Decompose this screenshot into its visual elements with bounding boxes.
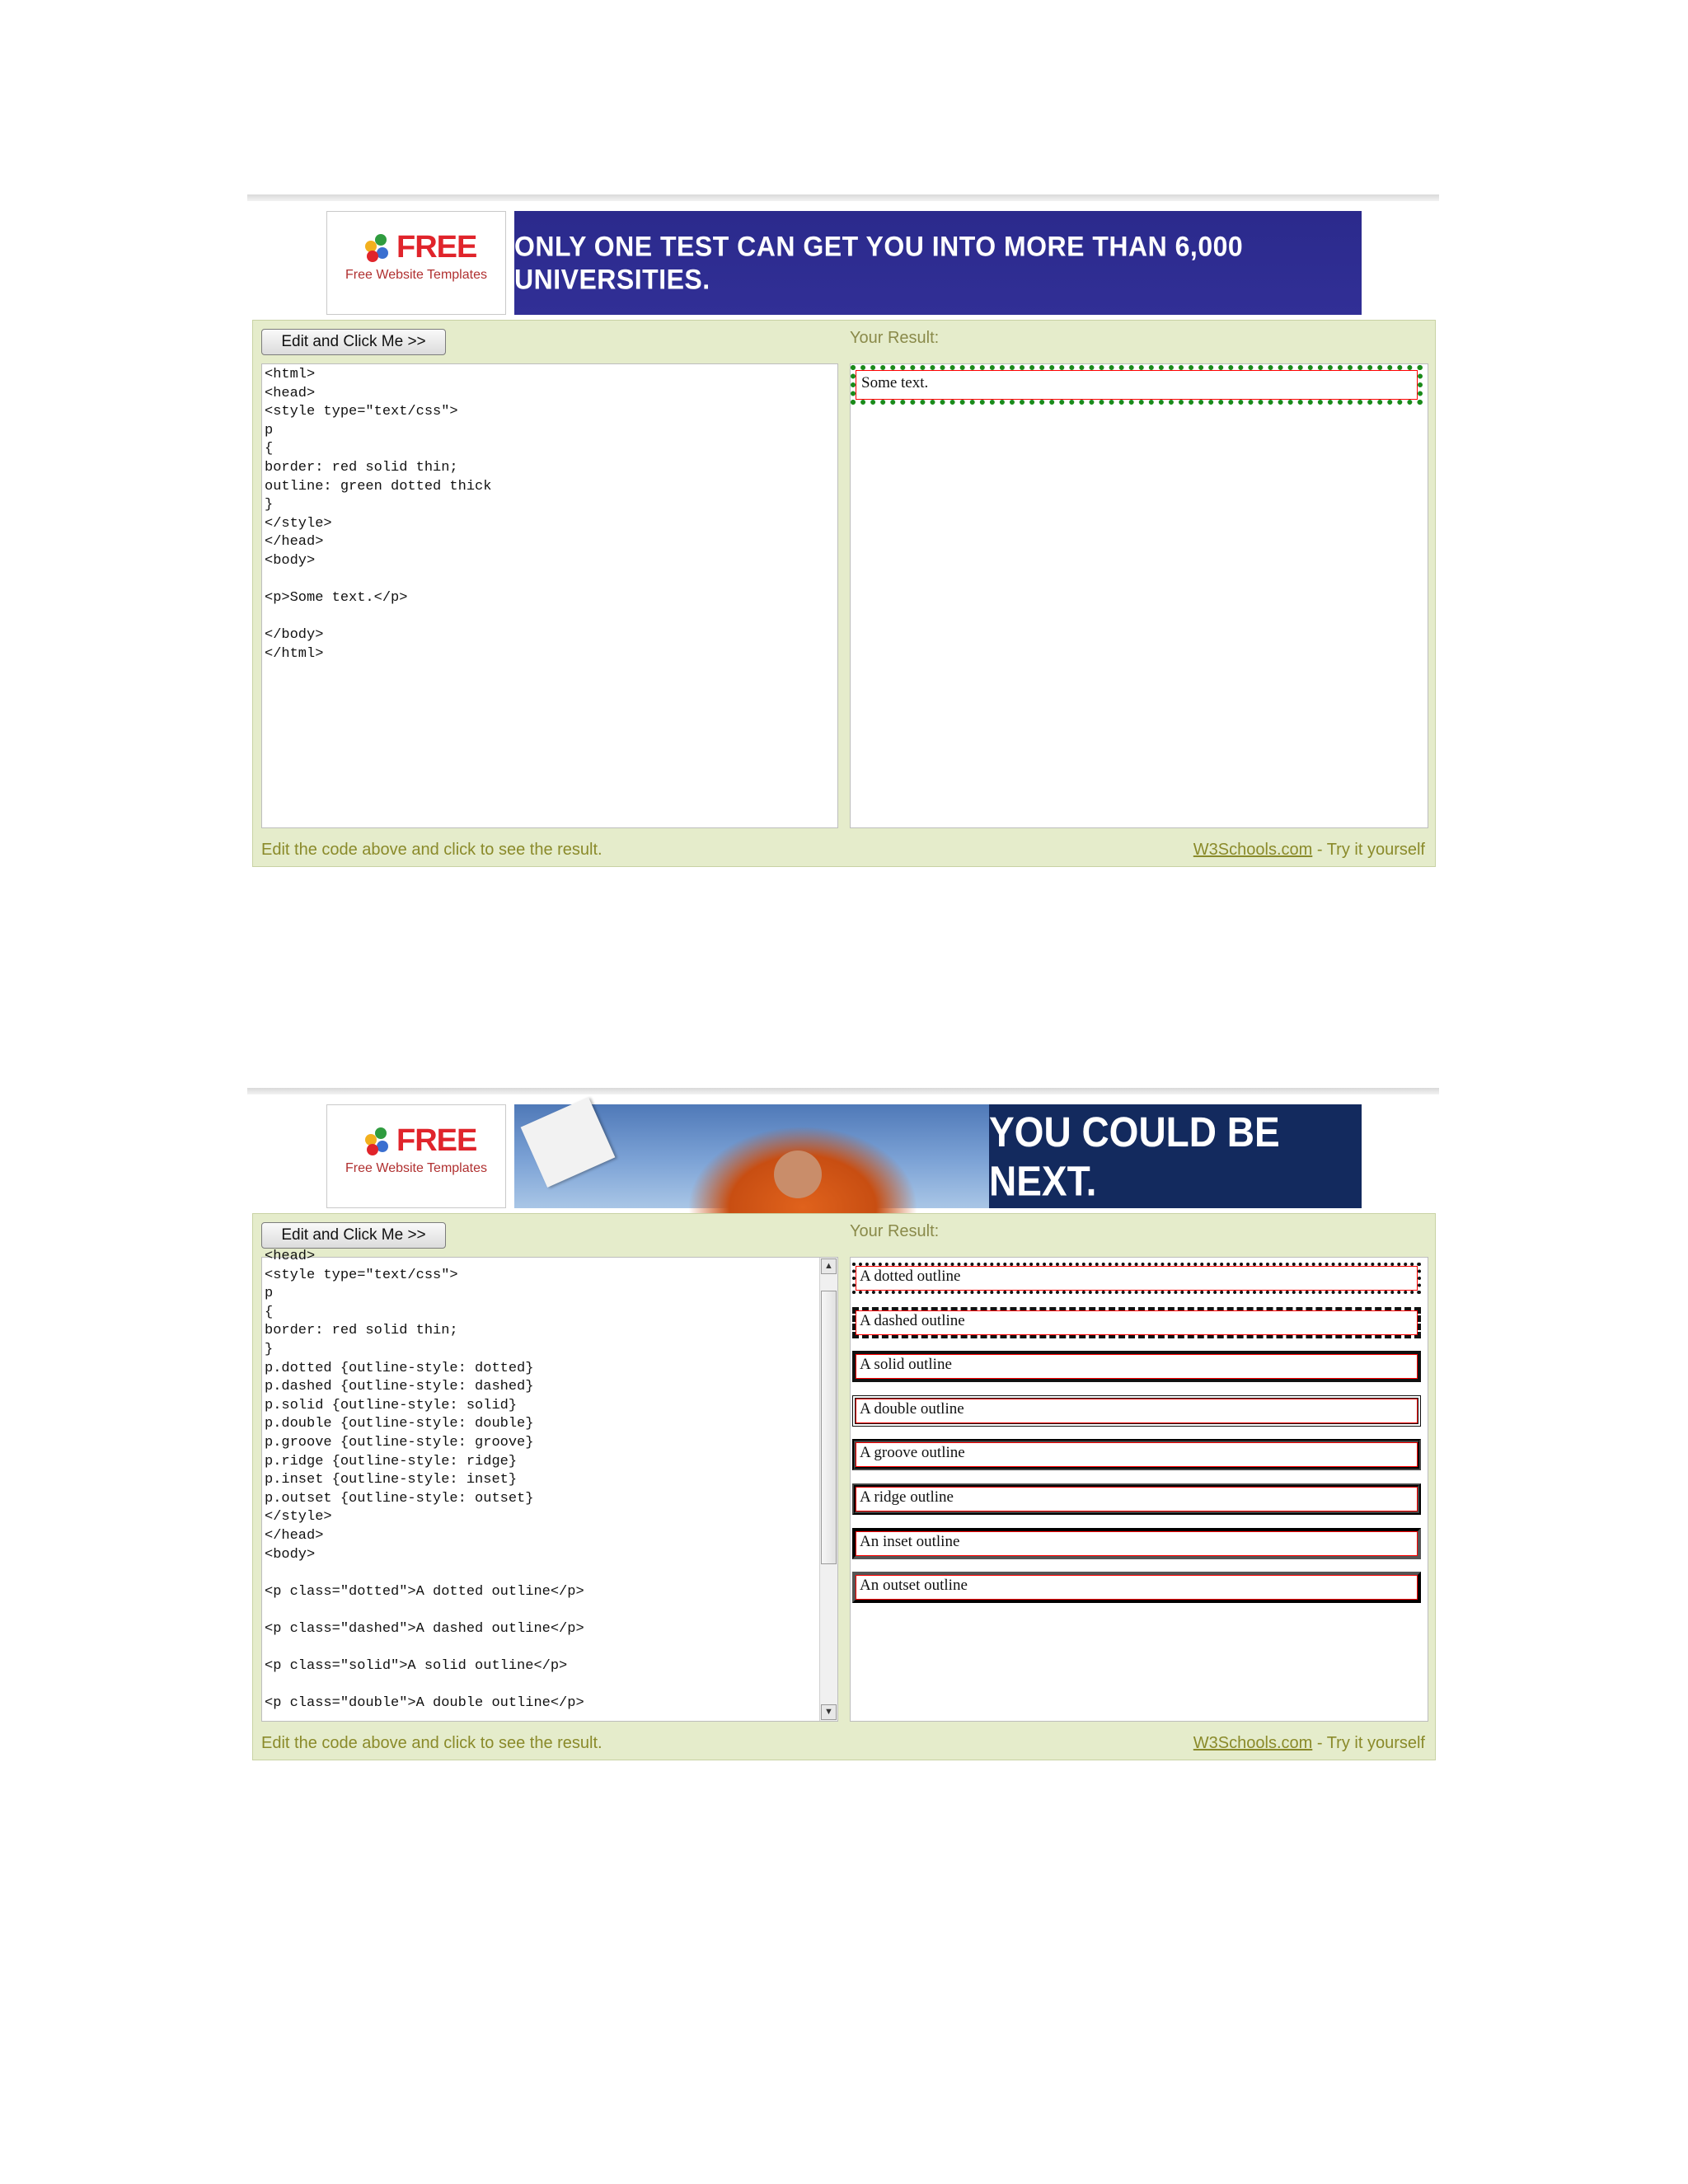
code-editor[interactable]: [261, 363, 838, 828]
footer-hint: Edit the code above and click to see the result.: [261, 1734, 603, 1752]
your-result-label: Your Result:: [850, 329, 940, 347]
code-line[interactable]: {: [265, 441, 274, 457]
code-line[interactable]: </style>: [265, 1509, 332, 1526]
your-result-label: Your Result:: [850, 1222, 940, 1240]
free-logo: [365, 1123, 476, 1159]
footer-hint: Edit the code above and click to see the result.: [261, 841, 603, 859]
code-line[interactable]: outline: green dotted thick: [265, 478, 492, 494]
code-line[interactable]: {: [265, 1304, 274, 1320]
edit-and-click-button[interactable]: Edit and Click Me >>: [261, 329, 446, 355]
free-word: FREE: [396, 230, 477, 265]
free-word: FREE: [396, 1123, 477, 1158]
outline-result-groove: A groove outline: [856, 1442, 1418, 1467]
code-line[interactable]: <head>: [265, 1249, 316, 1264]
code-line[interactable]: </body>: [265, 627, 324, 644]
banner-slogan-area: [989, 1104, 1362, 1208]
code-text[interactable]: [265, 366, 491, 664]
code-line[interactable]: </style>: [265, 515, 332, 532]
code-line[interactable]: p.outset {outline-style: outset}: [265, 1490, 534, 1507]
scroll-down-icon[interactable]: ▼: [821, 1704, 837, 1720]
code-line[interactable]: p.inset {outline-style: inset}: [265, 1472, 518, 1488]
footer-credit: [1193, 1734, 1425, 1753]
code-line[interactable]: p: [265, 1286, 274, 1302]
tryit-panel: [252, 1213, 1436, 1760]
divider: [247, 194, 1439, 201]
code-line[interactable]: <p class="solid">A solid outline</p>: [265, 1658, 568, 1675]
puzzle-icon: [365, 234, 393, 262]
code-line[interactable]: border: red solid thin;: [265, 1323, 458, 1339]
result-frame: [850, 1257, 1428, 1722]
result-text: Some text.: [861, 374, 929, 391]
free-logo: [365, 230, 476, 265]
outline-result-dashed: A dashed outline: [856, 1310, 1418, 1335]
banner-photo: [514, 1104, 989, 1208]
code-line[interactable]: <style type="text/css">: [265, 404, 458, 420]
result-paragraph: [856, 370, 1418, 400]
divider: [247, 1088, 1439, 1094]
code-line[interactable]: <p class="dashed">A dashed outline</p>: [265, 1620, 584, 1637]
code-line[interactable]: }: [265, 1341, 274, 1357]
footer-suffix: - Try it yourself: [1312, 841, 1425, 859]
ad-banner[interactable]: [514, 1104, 1362, 1208]
code-line[interactable]: p.double {outline-style: double}: [265, 1416, 534, 1432]
code-editor[interactable]: [261, 1249, 838, 1722]
free-subtitle: Free Website Templates: [345, 1161, 487, 1175]
edit-and-click-button[interactable]: Edit and Click Me >>: [261, 1222, 446, 1249]
code-line[interactable]: <p class="dotted">A dotted outline</p>: [265, 1583, 584, 1600]
code-line[interactable]: p.ridge {outline-style: ridge}: [265, 1453, 518, 1469]
code-line[interactable]: <head>: [265, 385, 316, 401]
code-line[interactable]: <body>: [265, 552, 316, 569]
footer-credit: [1193, 841, 1425, 860]
code-line[interactable]: p.dashed {outline-style: dashed}: [265, 1379, 534, 1395]
diploma-image: [521, 1097, 616, 1188]
code-line[interactable]: p: [265, 422, 274, 438]
free-subtitle: Free Website Templates: [345, 268, 487, 282]
footer-suffix: - Try it yourself: [1312, 1734, 1425, 1752]
code-line[interactable]: </head>: [265, 534, 324, 551]
puzzle-icon: [365, 1127, 393, 1155]
free-templates-ad[interactable]: [326, 1104, 506, 1208]
face-image: [774, 1151, 822, 1198]
ad-banner[interactable]: [514, 211, 1362, 315]
result-frame: [850, 363, 1428, 828]
code-text[interactable]: [265, 1248, 584, 1713]
tryit-panel: [252, 320, 1436, 867]
free-templates-ad[interactable]: [326, 211, 506, 315]
w3schools-link[interactable]: W3Schools.com: [1193, 841, 1313, 859]
outline-result-solid: A solid outline: [856, 1354, 1418, 1379]
w3schools-link[interactable]: W3Schools.com: [1193, 1734, 1313, 1752]
code-line[interactable]: <style type="text/css">: [265, 1267, 458, 1283]
scroll-up-icon[interactable]: ▲: [821, 1258, 837, 1274]
outline-result-inset: An inset outline: [856, 1531, 1418, 1556]
code-line[interactable]: <html>: [265, 367, 316, 382]
code-line[interactable]: }: [265, 497, 274, 513]
code-line[interactable]: <body>: [265, 1546, 316, 1563]
outline-result-double: A double outline: [856, 1399, 1418, 1423]
code-line[interactable]: p.groove {outline-style: groove}: [265, 1434, 534, 1451]
code-line[interactable]: <p>Some text.</p>: [265, 590, 408, 607]
ad-banner-text: ONLY ONE TEST CAN GET YOU INTO MORE THAN 6,000 UNIVERSITIES.: [514, 230, 1244, 295]
scroll-thumb[interactable]: [821, 1291, 837, 1564]
code-scrollbar[interactable]: [819, 1258, 837, 1721]
outline-result-outset: An outset outline: [856, 1575, 1418, 1600]
outline-result-ridge: A ridge outline: [856, 1487, 1418, 1511]
code-line[interactable]: border: red solid thin;: [265, 459, 458, 476]
ad-banner-text: YOU COULD BE NEXT.: [989, 1108, 1280, 1205]
code-line[interactable]: </html>: [265, 645, 324, 662]
outline-result-dotted: A dotted outline: [856, 1266, 1418, 1291]
code-line[interactable]: </head>: [265, 1527, 324, 1544]
code-line[interactable]: p.dotted {outline-style: dotted}: [265, 1360, 534, 1376]
code-line[interactable]: <p class="double">A double outline</p>: [265, 1695, 584, 1712]
code-line[interactable]: p.solid {outline-style: solid}: [265, 1397, 518, 1413]
